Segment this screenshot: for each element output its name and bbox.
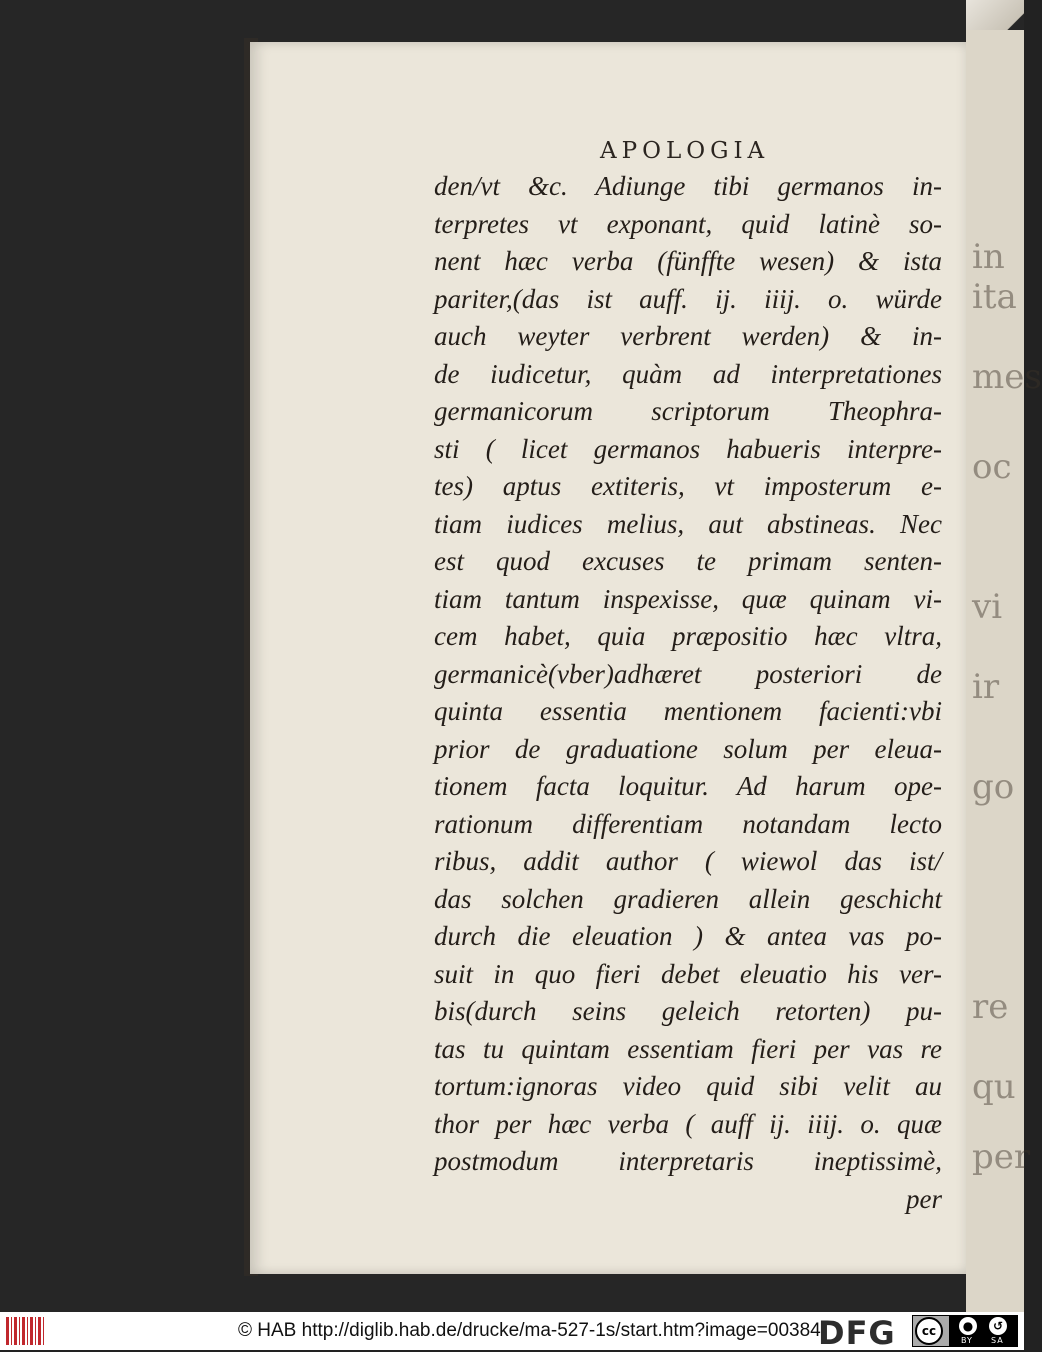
facing-page-edge <box>966 30 1042 1312</box>
share-alike-icon: ↺ <box>989 1317 1007 1335</box>
text-line: auch weyter verbrent werden) & in- <box>434 321 942 351</box>
text-line: terpretes vt exponant, quid latinè so- <box>434 208 942 239</box>
text-line: germanicorum scriptorum Theophra- <box>434 396 942 426</box>
attribution-icon: ● <box>959 1317 977 1335</box>
sa-label: SA <box>991 1336 1004 1345</box>
facing-page-ghost-text: vi <box>972 587 1003 627</box>
by-label: BY <box>961 1336 973 1345</box>
text-line: cem habet, quia præpositio hæc vltra, <box>434 621 942 651</box>
text-line: tortum:ignoras video quid sibi velit au <box>434 1071 942 1101</box>
facing-page-ghost-text: mes <box>972 357 1042 397</box>
text-line: de iudicetur, quàm ad interpretationes <box>434 358 942 389</box>
facing-page-ghost-text: qu <box>972 1067 1016 1107</box>
text-line: tes) aptus extiteris, vt imposterum e- <box>434 471 942 501</box>
text-line: prior de graduatione solum per eleua- <box>434 733 942 764</box>
running-head: APOLOGIA <box>600 138 770 164</box>
text-line: quinta essentia mentionem facienti:vbi <box>434 696 942 726</box>
cc-icon: cc <box>915 1317 943 1345</box>
text-line: sti ( licet germanos habueris interpre- <box>434 433 942 464</box>
text-line: rationum differentiam notandam lecto <box>434 808 942 839</box>
barcode-icon <box>6 1317 46 1345</box>
facing-page-ghost-text: go <box>972 767 1015 807</box>
text-line: postmodum interpretaris ineptissimè, <box>434 1146 942 1176</box>
text-line: pariter,(das ist auff. ij. iiij. o. würde <box>434 283 942 314</box>
text-line: suit in quo fieri debet eleuatio his ver- <box>434 958 942 989</box>
dfg-logo: DFG <box>818 1314 896 1352</box>
text-line: thor per hæc verba ( auff ij. iiij. o. quæ <box>434 1108 942 1139</box>
text-line: est quod excuses te primam senten- <box>434 546 942 576</box>
text-line: tiam tantum inspexisse, quæ quinam vi- <box>434 583 942 614</box>
text-line: den/vt &c. Adiunge tibi germanos in- <box>434 171 942 201</box>
text-line: nent hæc verba (fünffte wesen) & ista <box>434 246 942 276</box>
facing-page-ghost-text: re <box>972 987 1009 1027</box>
text-line: tas tu quintam essentiam fieri per vas re <box>434 1033 942 1064</box>
text-line: bis(durch seins geleich retorten) pu- <box>434 996 942 1026</box>
cc-license-badge[interactable] <box>912 1315 1018 1347</box>
license-terms <box>949 1316 1017 1346</box>
copyright-link[interactable]: © HAB http://diglib.hab.de/drucke/ma-527-1s/start.htm?image=00384 <box>238 1320 821 1341</box>
facing-page-ghost-text: in <box>972 237 1005 277</box>
text-line: germanicè(vber)adhæret posteriori de <box>434 658 942 689</box>
text-line: tiam iudices melius, aut abstineas. Nec <box>434 508 942 539</box>
facing-page-ghost-text: oc <box>972 447 1012 487</box>
catchword: per <box>906 1183 942 1214</box>
text-line: tionem facta loquitur. Ad harum ope- <box>434 771 942 801</box>
facing-page-ghost-text: per <box>972 1137 1031 1177</box>
facing-page-ghost-text: ir <box>972 667 1000 707</box>
page-text <box>434 168 942 1218</box>
text-line: das solchen gradieren allein geschicht <box>434 883 942 914</box>
text-line: ribus, addit author ( wiewol das ist/ <box>434 846 942 876</box>
text-line: durch die eleuation ) & antea vas po- <box>434 921 942 951</box>
footer-bar <box>0 1312 1024 1350</box>
facing-page-ghost-text: ita <box>972 277 1017 317</box>
